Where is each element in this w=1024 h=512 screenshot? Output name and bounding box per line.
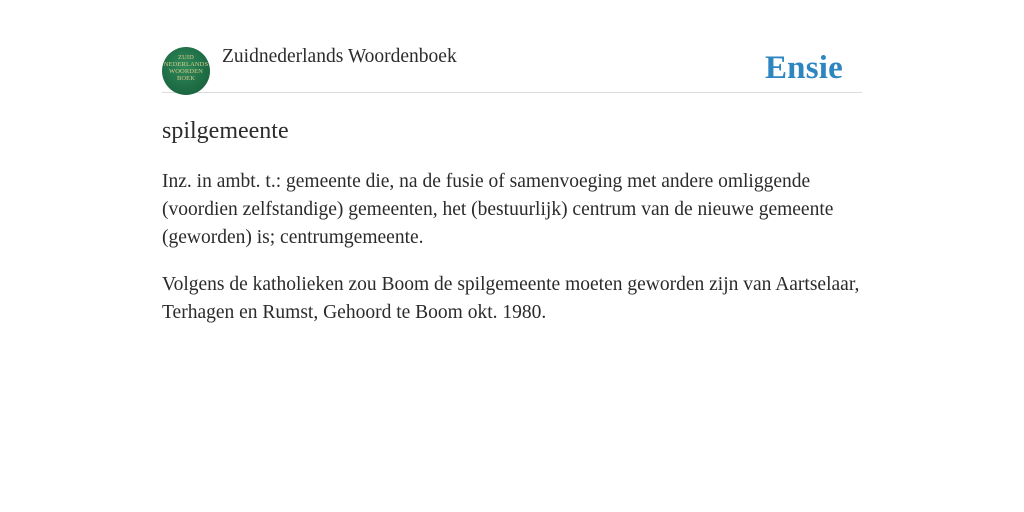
dictionary-logo[interactable]	[162, 47, 210, 95]
logo-text: ZUID NEDERLANDS WOORDEN BOEK	[163, 54, 209, 82]
ensie-brand-link[interactable]: Ensie	[764, 50, 843, 86]
example-text: Volgens de katholieken zou Boom de spilgemeente moeten geworden zijn van Aartselaar, Terhagen en Rumst, Gehoord te Boom okt. 1980.	[162, 274, 860, 323]
headword: spilgemeente	[162, 118, 289, 144]
site-title-link[interactable]: Zuidnederlands Woordenboek	[222, 46, 457, 67]
header	[162, 0, 862, 93]
definition-text: Inz. in ambt. t.: gemeente die, na de fusie of samenvoeging met andere omliggende (voordien zelfstandige) gemeenten, het (bestuurlijk) centrum van de nieuwe gemeente (geworden) is; centrumgemeente.	[162, 171, 834, 248]
page	[162, 0, 862, 327]
